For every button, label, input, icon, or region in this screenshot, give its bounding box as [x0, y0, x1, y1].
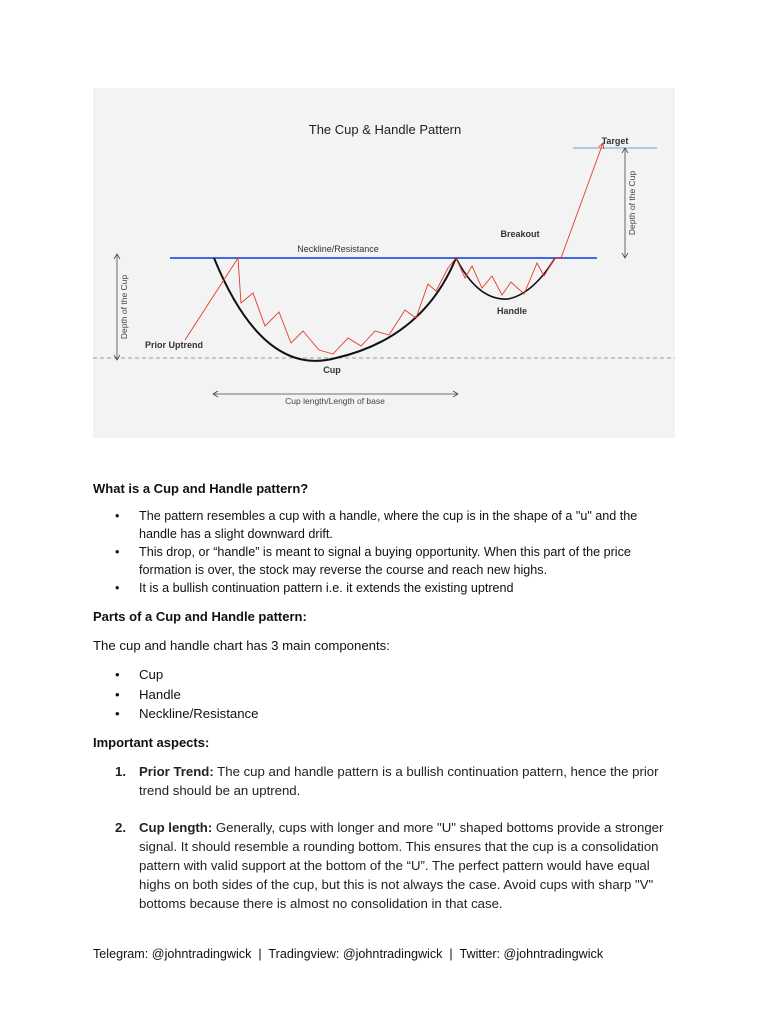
bullet-icon: • [115, 706, 120, 721]
target-label: Target [601, 136, 629, 146]
section2-intro: The cup and handle chart has 3 main components: [93, 638, 390, 653]
item-text: The cup and handle pattern is a bullish continuation pattern, hence the prior trend should be an uptrend. [139, 764, 659, 798]
bullet-icon: • [115, 509, 120, 523]
prior-uptrend-label: Prior Uptrend [145, 340, 204, 350]
cup-handle-diagram [93, 88, 675, 438]
item-label: Cup length: [139, 820, 213, 835]
neckline-label: Neckline/Resistance [297, 244, 379, 254]
price-line [185, 143, 603, 354]
figure-title: The Cup & Handle Pattern [308, 122, 462, 137]
item-number: 2. [115, 820, 126, 835]
item-text: Generally, cups with longer and more "U" shaped bottoms provide a stronger signal. It should resemble a rounding bottom. This ensures that the cup is a consolidation pattern with valid support at the bottom of the “U”. The perfect pattern would have equal highs on both sides of the cup, but this is not always the case. Avoid cups with sharp "V" bottoms because there is almost no consolidation in that case. [139, 820, 664, 911]
cup-label: Cup [323, 365, 341, 375]
bullet-icon: • [115, 667, 120, 682]
bullet-icon: • [115, 581, 120, 595]
cup-curve [214, 258, 456, 361]
bullet-icon: • [115, 687, 120, 702]
cup-handle-figure [93, 88, 675, 438]
depth-left-label: Depth of the Cup [119, 274, 129, 340]
handle-label: Handle [496, 306, 528, 316]
section3-heading: Important aspects: [93, 735, 210, 750]
item-number: 1. [115, 764, 126, 779]
section1-heading: What is a Cup and Handle pattern? [93, 481, 309, 496]
item-label: Prior Trend: [139, 764, 214, 779]
bullet-icon: • [115, 545, 120, 559]
section2-heading: Parts of a Cup and Handle pattern: [93, 609, 307, 624]
handle-curve [456, 258, 555, 299]
depth-right-label: Depth of the Cup [627, 170, 637, 236]
cup-length-label: Cup length/Length of base [285, 396, 385, 406]
footer-contacts: Telegram: @johntradingwick | Tradingview: @johntradingwick | Twitter: @johntradingwick [93, 947, 604, 961]
breakout-label: Breakout [500, 229, 540, 239]
